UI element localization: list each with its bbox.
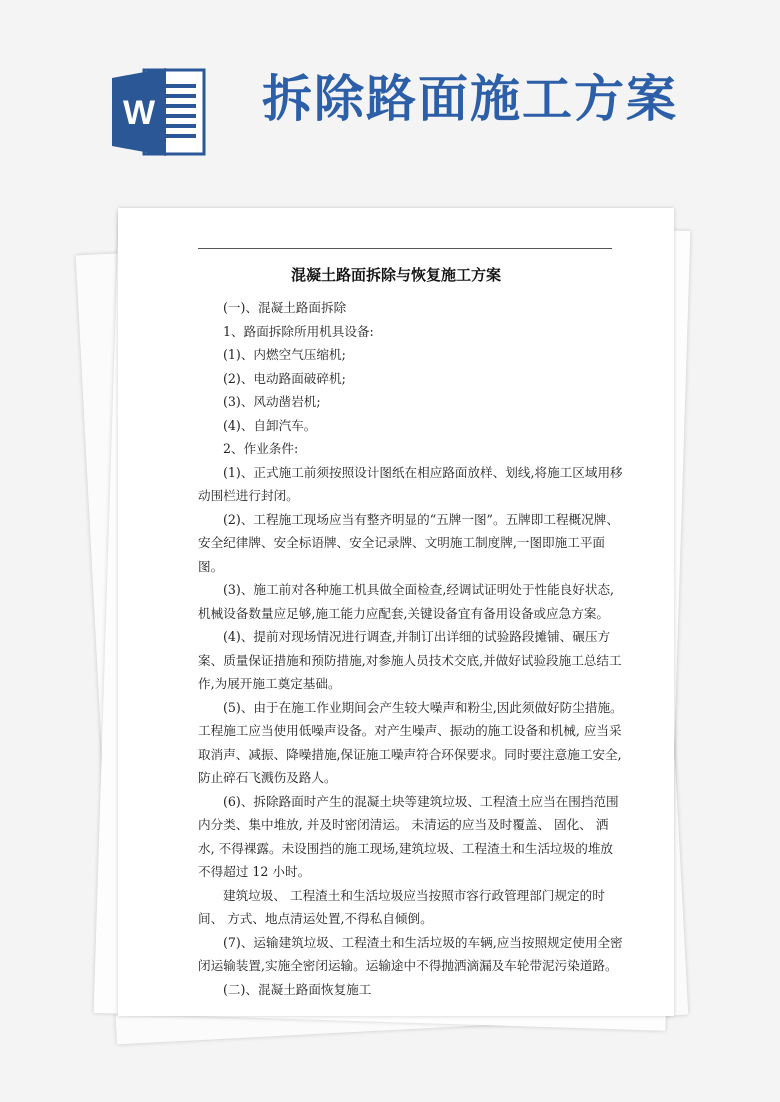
paragraph: (2)、工程施工现场应当有整齐明显的“五牌一图”。五牌即工程概况牌、安全纪律牌、安全标语牌、安全记录牌、文明施工制度牌,一图即施工平面图。 [198, 511, 619, 574]
banner-title: 拆除路面施工方案 [262, 70, 678, 128]
paragraph: (1)、正式施工前须按照设计图纸在相应路面放样、划线,将施工区域用移动围栏进行封闭。 [198, 464, 623, 503]
document-title: 混凝土路面拆除与恢复施工方案 [290, 266, 501, 284]
paragraph: (4)、自卸汽车。 [223, 417, 317, 433]
paragraph: (一)、混凝土路面拆除 [223, 300, 347, 315]
paragraph: (3)、风动凿岩机; [223, 394, 321, 409]
paragraph: (3)、施工前对各种施工机具做全面检查,经调试证明处于性能良好状态,机械设备数量应足够,施工能力应配套,关键设备宜有备用设备或应急方案。 [198, 582, 615, 621]
paragraph: (1)、内燃空气压缩机; [223, 347, 346, 362]
paragraph: (6)、拆除路面时产生的混凝土块等建筑垃圾、工程渣土应当在围挡范围内分类、集中堆放, 并及时密闭清运。 未清运的应当及时覆盖、 固化、 洒水, 不得裸露。未设围挡的施工现场,建筑垃圾、工程渣土和生活垃圾的堆放不得超过 12 小时。 [198, 793, 619, 879]
paragraph: (7)、运输建筑垃圾、工程渣土和生活垃圾的车辆,应当按照规定使用全密闭运输装置,实施全密闭运输。运输途中不得抛洒滴漏及车轮带泥污染道路。 [198, 934, 623, 973]
paragraph: (4)、提前对现场情况进行调查,并制订出详细的试验路段摊铺、碾压方案、质量保证措施和预防措施,对参施人员技术交底,并做好试验段施工总结工作,为展开施工奠定基础。 [198, 629, 622, 691]
paragraph: (二)、混凝土路面恢复施工 [223, 981, 372, 997]
paragraph: (2)、电动路面破碎机; [223, 370, 346, 386]
paragraph: 1、路面拆除所用机具设备: [223, 323, 374, 339]
document-body [198, 296, 624, 1001]
word-document-icon [110, 66, 210, 158]
paragraph: 建筑垃圾、 工程渣土和生活垃圾应当按照市容行政管理部门规定的时间、 方式、地点清运处置,不得私自倾倒。 [198, 887, 605, 926]
banner [0, 0, 780, 200]
logo-letter: W [122, 94, 156, 132]
document-page [118, 208, 674, 1016]
paragraph: (5)、由于在施工作业期间会产生较大噪声和粉尘,因此须做好防尘措施。工程施工应当使用低噪声设备。对产生噪声、振动的施工设备和机械, 应当采取消声、减振、降噪措施,保证施工噪声符合环保要求。同时要注意施工安全,防止碎石飞溅伤及路人。 [198, 699, 623, 785]
paragraph: 2、作业条件: [223, 441, 299, 456]
header-rule [198, 248, 612, 249]
